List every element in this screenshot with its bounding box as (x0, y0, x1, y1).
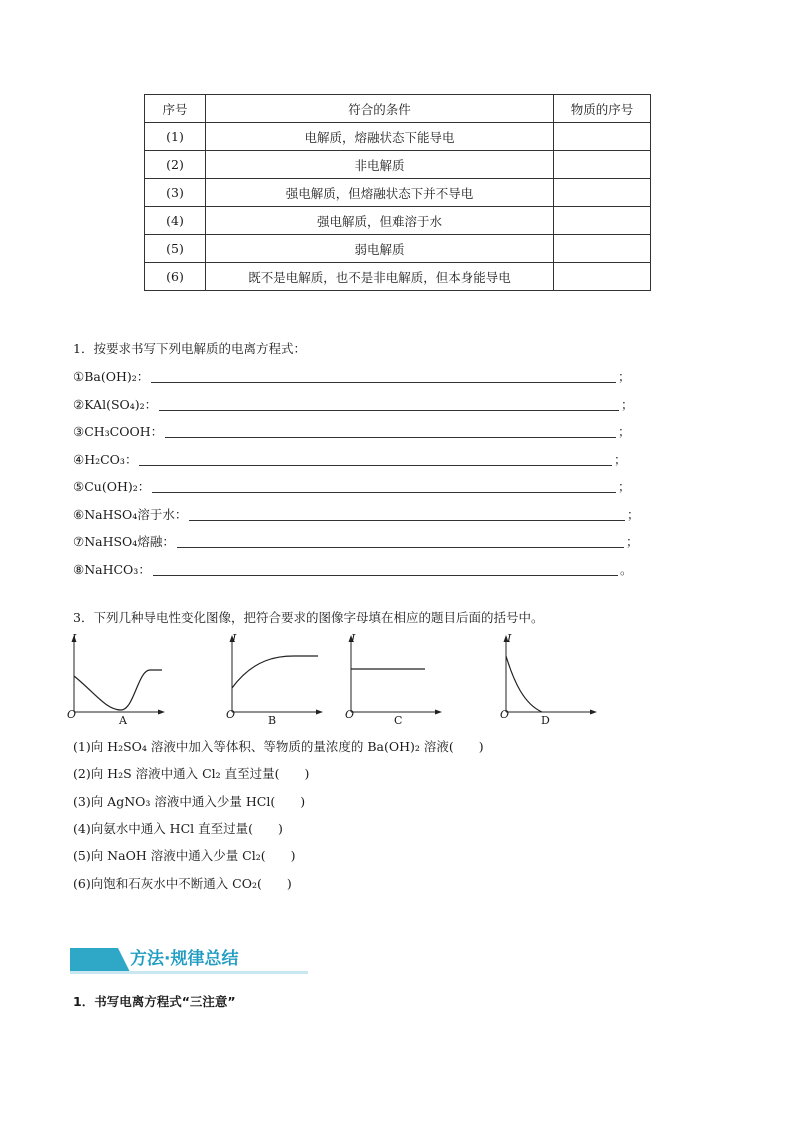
header-no: 序号 (145, 95, 206, 123)
graph-a-letter: A (119, 714, 127, 727)
answer-blank[interactable] (139, 453, 612, 466)
answer-blank[interactable] (151, 370, 616, 383)
table-header-row (145, 95, 651, 123)
equation-item (73, 478, 631, 496)
graph-d-letter: D (541, 714, 550, 727)
row-condition: 非电解质 (206, 151, 554, 179)
graph-d-plot (498, 632, 598, 727)
row-condition: 强电解质，但熔融状态下并不导电 (206, 179, 554, 207)
row-number: (5) (145, 235, 206, 263)
graph-a-plot (66, 632, 166, 727)
row-answer-cell[interactable] (554, 179, 651, 207)
answer-blank[interactable] (152, 480, 616, 493)
equation-label: ②KAl(SO₄)₂： (73, 397, 158, 412)
row-number: (6) (145, 263, 206, 291)
table-row (145, 179, 651, 207)
row-answer-cell[interactable] (554, 263, 651, 291)
row-condition: 既不是电解质，也不是非电解质，但本身能导电 (206, 263, 554, 291)
section-title: 方法·规律总结 (130, 949, 239, 969)
graph-b-plot (224, 632, 324, 727)
answer-blank[interactable] (165, 425, 616, 438)
row-answer-cell[interactable] (554, 207, 651, 235)
q3-item: (1)向 H₂SO₄ 溶液中加入等体积、等物质的量浓度的 Ba(OH)₂ 溶液( ) (73, 739, 484, 754)
answer-blank[interactable] (177, 535, 624, 548)
header-condition: 符合的条件 (206, 95, 554, 123)
graph-d-ylabel: I (507, 632, 512, 645)
equation-item (73, 451, 627, 469)
q3-title: 3．下列几种导电性变化图像，把符合要求的图像字母填在相应的题目后面的括号中。 (73, 610, 544, 625)
row-condition: 强电解质，但难溶于水 (206, 207, 554, 235)
graph-a-ylabel: I (72, 632, 77, 645)
equation-end-mark: ； (626, 534, 639, 549)
equation-end-mark: ； (621, 397, 634, 412)
row-number: (3) (145, 179, 206, 207)
table-row (145, 263, 651, 291)
row-condition: 弱电解质 (206, 235, 554, 263)
graph-b-letter: B (268, 714, 277, 727)
equation-label: ⑦NaHSO₄熔融： (73, 534, 175, 549)
equation-label: ⑧NaHCO₃： (73, 562, 151, 577)
q3-item: (4)向氨水中通入 HCl 直至过量( ) (73, 821, 283, 836)
table-row (145, 151, 651, 179)
row-condition: 电解质，熔融状态下能导电 (206, 123, 554, 151)
row-answer-cell[interactable] (554, 151, 651, 179)
graph-c-ylabel: I (351, 632, 356, 645)
equation-end-mark: 。 (620, 562, 633, 577)
equation-end-mark: ； (618, 424, 631, 439)
equation-label: ⑥NaHSO₄溶于水： (73, 507, 188, 522)
q3-item: (5)向 NaOH 溶液中通入少量 Cl₂( ) (73, 848, 296, 863)
answer-blank[interactable] (189, 508, 625, 521)
equation-label: ⑤Cu(OH)₂： (73, 479, 151, 494)
section-heading: 1．书写电离方程式“三注意” (73, 994, 236, 1009)
table-row (145, 123, 651, 151)
equation-item (73, 368, 631, 386)
graph-a (66, 632, 166, 730)
graph-b-ylabel: I (232, 632, 237, 645)
row-number: (2) (145, 151, 206, 179)
row-number: (1) (145, 123, 206, 151)
q3-item: (3)向 AgNO₃ 溶液中通入少量 HCl( ) (73, 794, 306, 809)
equation-item (73, 506, 640, 524)
section-banner (70, 948, 308, 976)
row-number: (4) (145, 207, 206, 235)
graph-c-letter: C (394, 714, 403, 727)
graph-d-origin: O (500, 708, 510, 721)
banner-underline (70, 971, 308, 974)
equation-item (73, 396, 634, 414)
equation-label: ④H₂CO₃： (73, 452, 138, 467)
q1-title: 1．按要求书写下列电解质的电离方程式： (73, 341, 306, 356)
table-row (145, 235, 651, 263)
graph-b-origin: O (226, 708, 236, 721)
equation-end-mark: ； (614, 452, 627, 467)
row-answer-cell[interactable] (554, 123, 651, 151)
graph-c-plot (343, 632, 443, 727)
equation-end-mark: ； (618, 369, 631, 384)
equation-end-mark: ； (618, 479, 631, 494)
banner-stripe (70, 948, 130, 972)
equation-item (73, 561, 633, 579)
graph-c-origin: O (345, 708, 355, 721)
row-answer-cell[interactable] (554, 235, 651, 263)
conditions-table (144, 94, 651, 291)
equation-item (73, 423, 631, 441)
graph-a-origin: O (67, 708, 77, 721)
equation-item (73, 533, 639, 551)
table-row (145, 207, 651, 235)
graph-c (343, 632, 443, 730)
equation-label: ③CH₃COOH： (73, 424, 164, 439)
header-substance: 物质的序号 (554, 95, 651, 123)
q3-item: (6)向饱和石灰水中不断通入 CO₂( ) (73, 876, 292, 891)
equation-label: ①Ba(OH)₂： (73, 369, 150, 384)
equation-end-mark: ； (627, 507, 640, 522)
answer-blank[interactable] (159, 398, 619, 411)
q3-item: (2)向 H₂S 溶液中通入 Cl₂ 直至过量( ) (73, 766, 310, 781)
answer-blank[interactable] (153, 563, 618, 576)
